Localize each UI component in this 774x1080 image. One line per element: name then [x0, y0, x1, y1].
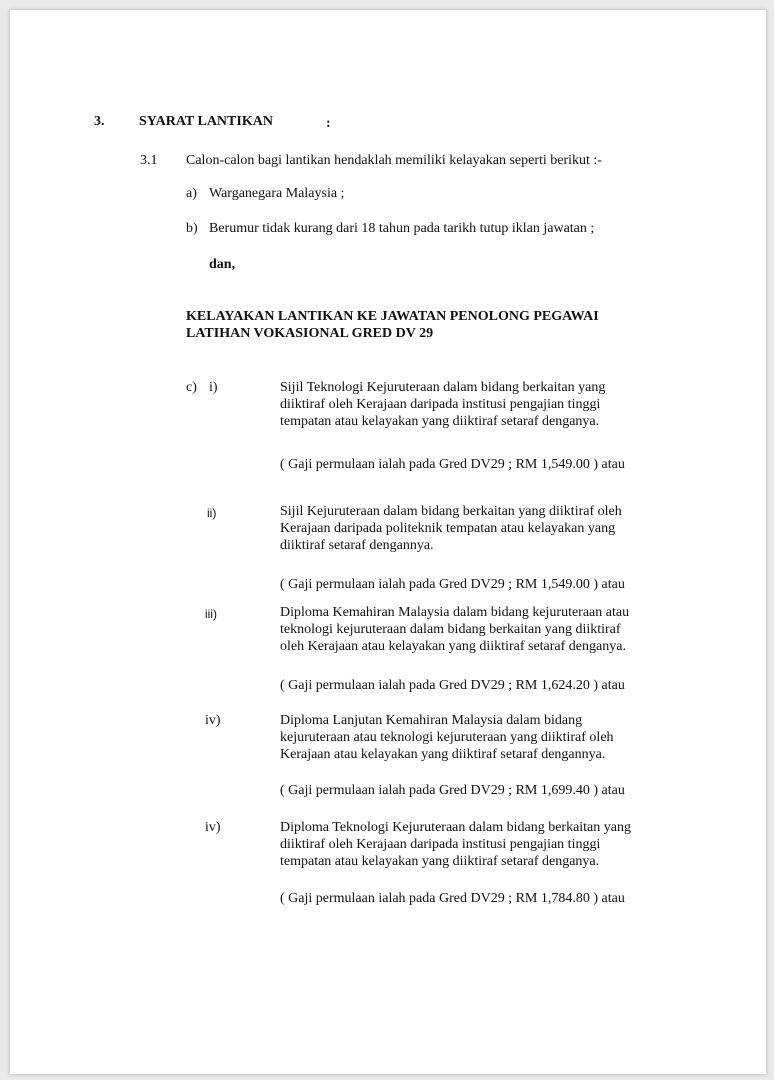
option-line: diiktiraf setaraf dengannya. — [280, 538, 434, 553]
option-salary: ( Gaji permulaan ialah pada Gred DV29 ; RM 1,699.40 ) atau — [280, 783, 625, 798]
section-title: SYARAT LANTIKAN — [139, 114, 273, 129]
criterion-text: Berumur tidak kurang dari 18 tahun pada tarikh tutup iklan jawatan ; — [209, 221, 595, 236]
qualification-heading — [186, 308, 599, 342]
criterion-text: Warganegara Malaysia ; — [209, 186, 345, 201]
heading-line: LATIHAN VOKASIONAL GRED DV 29 — [186, 326, 434, 341]
option-c-label: c) — [186, 380, 197, 395]
option-line: Sijil Teknologi Kejuruteraan dalam bidang berkaitan yang — [280, 380, 606, 395]
option-line: tempatan atau kelayakan yang diiktiraf setaraf denganya. — [280, 854, 600, 869]
option-line: tempatan atau kelayakan yang diiktiraf setaraf denganya. — [280, 414, 600, 429]
option-line: Diploma Kemahiran Malaysia dalam bidang kejuruteraan atau — [280, 605, 630, 620]
conjunction: dan, — [209, 257, 236, 272]
option-numeral: iv) — [205, 713, 221, 728]
option-line: Diploma Teknologi Kejuruteraan dalam bidang berkaitan yang — [280, 820, 631, 835]
option-line: Kerajaan atau kelayakan yang diiktiraf setaraf dengannya. — [280, 747, 606, 762]
option-salary: ( Gaji permulaan ialah pada Gred DV29 ; RM 1,549.00 ) atau — [280, 577, 625, 592]
option-line: diiktiraf oleh Kerajaan daripada institusi pengajian tinggi — [280, 397, 601, 412]
option-line: teknologi kejuruteraan dalam bidang berkaitan yang diiktiraf — [280, 622, 621, 637]
option-line: Sijil Kejuruteraan dalam bidang berkaitan yang diiktiraf oleh — [280, 504, 622, 519]
option-description — [280, 604, 629, 655]
criterion-label: b) — [186, 221, 198, 236]
option-salary: ( Gaji permulaan ialah pada Gred DV29 ; RM 1,784.80 ) atau — [280, 891, 625, 906]
subsection-intro: Calon-calon bagi lantikan hendaklah memiliki kelayakan seperti berikut :- — [186, 153, 602, 168]
option-description — [280, 379, 605, 430]
option-description — [280, 712, 614, 763]
option-salary: ( Gaji permulaan ialah pada Gred DV29 ; RM 1,624.20 ) atau — [280, 678, 625, 693]
section-number: 3. — [94, 114, 105, 129]
section-colon: : — [326, 116, 331, 131]
option-description — [280, 503, 622, 554]
option-salary: ( Gaji permulaan ialah pada Gred DV29 ; RM 1,549.00 ) atau — [280, 457, 625, 472]
option-description — [280, 819, 631, 870]
option-numeral: ii) — [207, 506, 217, 520]
option-numeral: iv) — [205, 820, 221, 835]
option-line: oleh Kerajaan atau kelayakan yang diiktiraf setaraf denganya. — [280, 639, 626, 654]
option-line: kejuruteraan atau teknologi kejuruteraan yang diiktiraf oleh — [280, 730, 614, 745]
option-numeral: iii) — [205, 607, 217, 621]
criterion-label: a) — [186, 186, 197, 201]
option-line: Diploma Lanjutan Kemahiran Malaysia dalam bidang — [280, 713, 583, 728]
subsection-number: 3.1 — [140, 153, 158, 168]
option-line: Kerajaan daripada politeknik tempatan atau kelayakan yang — [280, 521, 616, 536]
heading-line: KELAYAKAN LANTIKAN KE JAWATAN PENOLONG PEGAWAI — [186, 309, 599, 324]
option-line: diiktiraf oleh Kerajaan daripada institusi pengajian tinggi — [280, 837, 601, 852]
option-numeral: i) — [209, 380, 218, 395]
document-page — [10, 10, 766, 1074]
